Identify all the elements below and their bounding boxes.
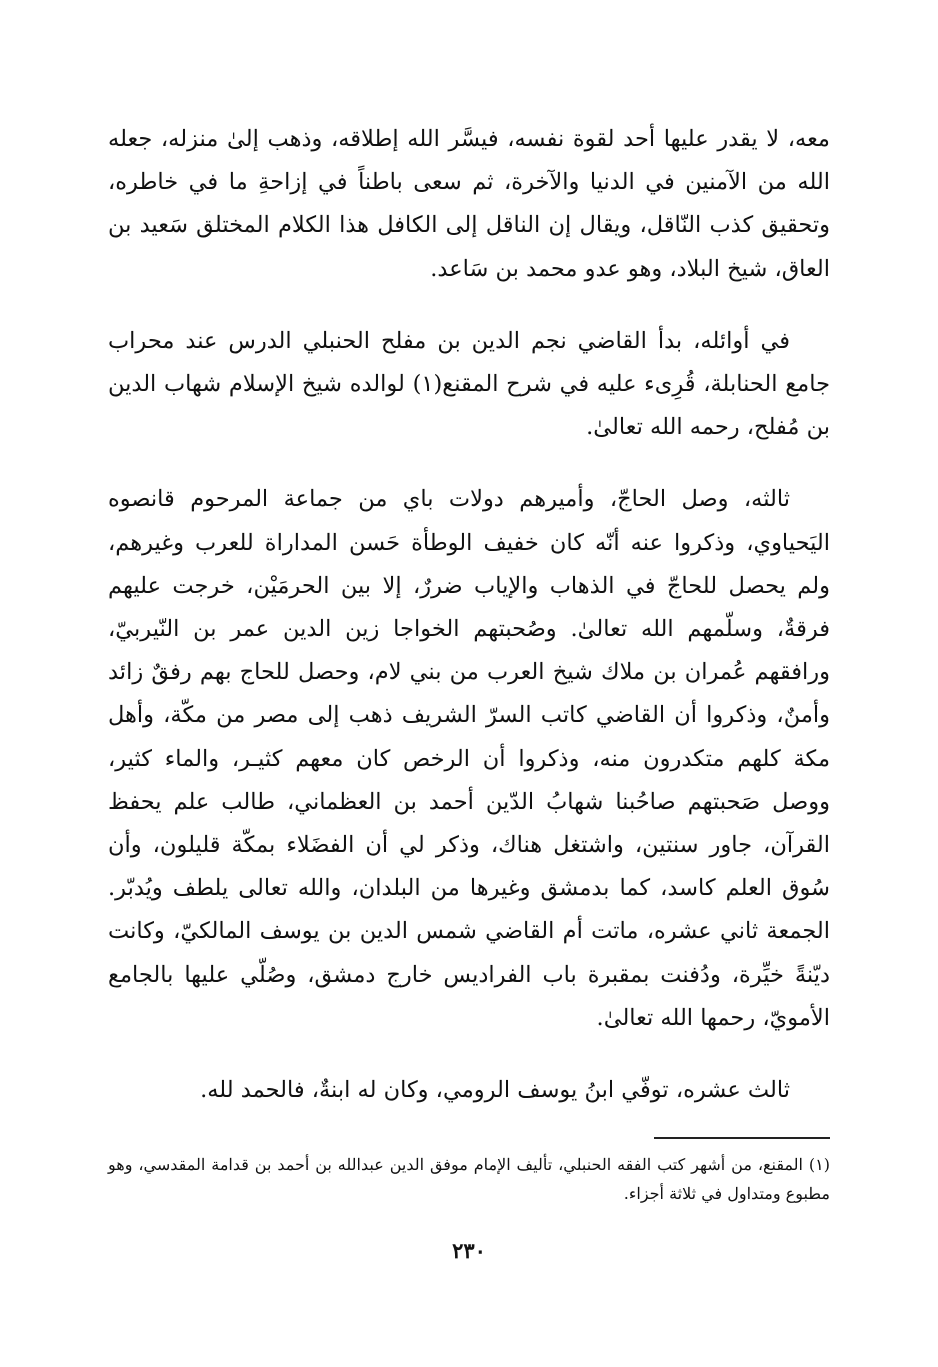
paragraph-2: في أوائله، بدأ القاضي نجم الدين بن مفلح الحنبلي الدرس عند محراب جامع الحنابلة، قُرِىء عليه في شرح المقنع(١) لوالده شيخ الإسلام شهاب الدين بن مُفلح، رحمه الله تعالىٰ. xyxy=(108,327,830,441)
footnote-1: (١) المقنع، من أشهر كتب الفقه الحنبلي، تأليف الإمام موفق الدين عبدالله بن أحمد بن قدامة المقدسي، وهو مطبوع ومتداول في ثلاثة أجزاء. xyxy=(108,1155,830,1203)
main-text xyxy=(108,118,830,1141)
paragraph-1: معه، لا يقدر عليها أحد لقوة نفسه، فيسَّر الله إطلاقه، وذهب إلىٰ منزله، جعله الله من الآمنين في الدنيا والآخرة، ثم سعى باطناً في إزاحةِ ما في خاطره، وتحقيق كذب النّاقل، ويقال إن الناقل إلى الكافل هذا الكلام المختلق سَعيد بن العاق، شيخ البلاد، وهو عدو محمد بن سَاعد. xyxy=(108,126,830,282)
page-number: ٢٣٠ xyxy=(452,1238,486,1263)
paragraph-4: ثالث عشره، توفّي ابنُ يوسف الرومي، وكان له ابنةٌ، فالحمد لله. xyxy=(200,1077,790,1104)
footnote-divider xyxy=(654,1137,830,1139)
paragraph-3: ثالثه، وصل الحاجّ، وأميرهم دولات باي من جماعة المرحوم قانصوه اليَحياوي، وذكروا عنه أنّه كان خفيف الوطأة حَسن المداراة للعرب وغيرهم، ولم يحصل للحاجّ في الذهاب والإياب ضررٌ، إلا بين الحرمَيْن، خرجت عليهم فرقةٌ، وسلّمهم الله تعالىٰ. وصُحبتهم الخواجا زين الدين عمر بن النّيربيّ، ورافقهم عُمران بن ملاك شيخ العرب من بني لام، وحصل للحاج بهم رفقٌ زائد وأمنٌ، وذكروا أن القاضي كاتب السرّ الشريف ذهب إلى مصر من مكّة، وأهل مكة كلهم متكدرون منه، وذكروا أن الرخص كان معهم كثيـر، والماء كثير، ووصل صَحبتهم صاحُبنا شهابُ الدّين أحمد بن العظماني، طالب علم يحفظ القرآن، جاور سنتين، واشتغل هناك، وذكر لي أن الفضَلاء بمكّة قليلون، وأن سُوق العلم كاسد، كما بدمشق وغيرها من البلدان، والله تعالى يلطف ويُدبّر. الجمعة ثاني عشره، ماتت أم القاضي شمس الدين بن يوسف المالكيّ، وكانت ديّنةً خيِّرة، ودُفنت بمقبرة باب الفراديس خارج دمشق، وصُلّي عليها بالجامع الأمويّ، رحمها الله تعالىٰ. xyxy=(108,486,830,1031)
footnotes xyxy=(108,1150,830,1208)
